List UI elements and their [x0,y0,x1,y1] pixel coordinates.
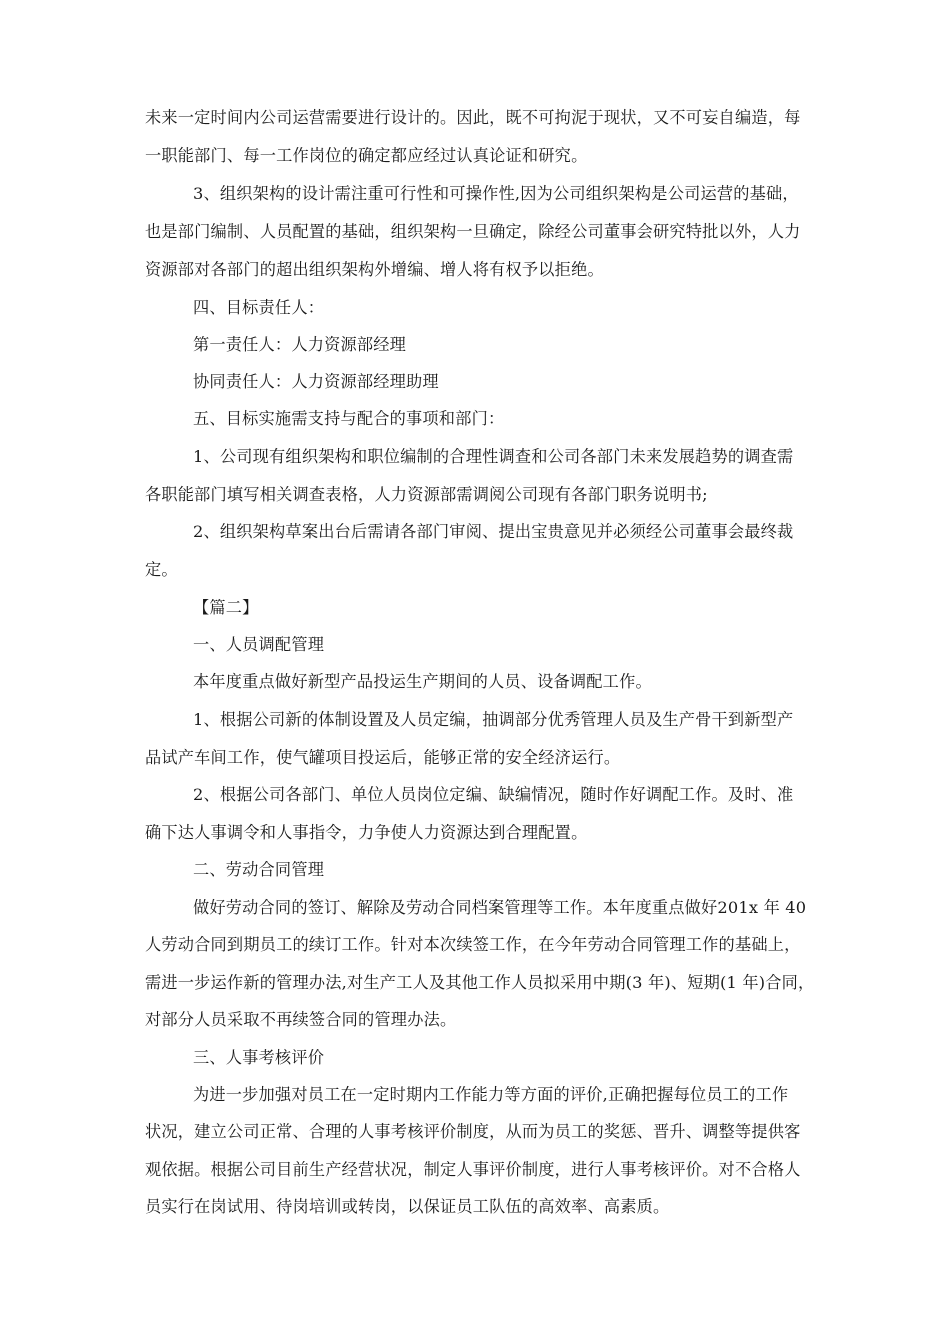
text-line: 也是部门编制、人员配置的基础，组织架构一旦确定，除经公司董事会研究特批以外，人力 [145,222,801,241]
text-line: 各职能部门填写相关调查表格，人力资源部需调阅公司现有各部门职务说明书; [145,485,708,504]
text-line: 品试产车间工作，使气罐项目投运后，能够正常的安全经济运行。 [145,748,621,767]
text-line: 定。 [145,560,178,579]
text-line: 2、组织架构草案出台后需请各部门审阅、提出宝贵意见并必须经公司董事会最终裁 [193,522,794,541]
text-line: 人劳动合同到期员工的续订工作。针对本次续签工作，在今年劳动合同管理工作的基础上， [145,935,801,954]
text-line: 观依据。根据公司目前生产经营状况，制定人事评价制度，进行人事考核评价。对不合格人 [145,1160,801,1179]
text-line: 对部分人员采取不再续签合同的管理办法。 [145,1010,457,1029]
text-line: 资源部对各部门的超出组织架构外增编、增人将有权予以拒绝。 [145,260,604,279]
text-line: 状况，建立公司正常、合理的人事考核评价制度，从而为员工的奖惩、晋升、调整等提供客 [145,1122,801,1141]
part-heading: 【篇二】 [193,598,259,617]
text-line: 1、根据公司新的体制设置及人员定编，抽调部分优秀管理人员及生产骨干到新型产 [193,710,794,729]
text-line: 为进一步加强对员工在一定时期内工作能力等方面的评价,正确把握每位员工的工作 [193,1085,789,1104]
text-line: 第一责任人：人力资源部经理 [193,335,407,354]
text-line: 2、根据公司各部门、单位人员岗位定编、缺编情况，随时作好调配工作。及时、准 [193,785,794,804]
text-line: 1、公司现有组织架构和职位编制的合理性调查和公司各部门未来发展趋势的调查需 [193,447,794,466]
section-heading: 五、目标实施需支持与配合的事项和部门： [193,409,505,428]
text-line: 员实行在岗试用、待岗培训或转岗，以保证员工队伍的高效率、高素质。 [145,1197,670,1216]
text-line: 需进一步运作新的管理办法,对生产工人及其他工作人员拟采用中期(3 年)、短期(1 年)合同， [145,973,815,992]
text-line: 做好劳动合同的签订、解除及劳动合同档案管理等工作。本年度重点做好201x 年 40 [193,898,807,917]
text-line: 一职能部门、每一工作岗位的确定都应经过认真论证和研究。 [145,146,588,165]
text-line: 本年度重点做好新型产品投运生产期间的人员、设备调配工作。 [193,672,652,691]
text-line: 确下达人事调令和人事指令，力争使人力资源达到合理配置。 [145,823,588,842]
text-line: 未来一定时间内公司运营需要进行设计的。因此，既不可拘泥于现状，又不可妄自编造，每 [145,108,801,127]
text-line: 协同责任人：人力资源部经理助理 [193,372,439,391]
section-heading: 二、劳动合同管理 [193,860,325,879]
section-heading: 四、目标责任人： [193,298,325,317]
section-heading: 一、人员调配管理 [193,635,325,654]
text-line: 3、组织架构的设计需注重可行性和可操作性,因为公司组织架构是公司运营的基础， [193,184,799,203]
section-heading: 三、人事考核评价 [193,1048,325,1067]
